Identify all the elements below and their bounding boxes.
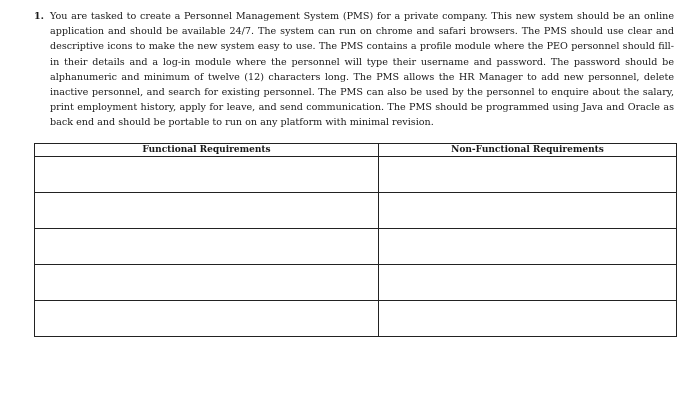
- question-text: You are tasked to create a Personnel Management System (PMS) for a private company. This new system should be an online application and should be available 24/7. The system can run on chrome and safari browsers. The PMS should use clear and descriptive icons to make the new system easy to use. The PMS contains a profile module where the PEO personnel should fill-in their details and a log-in module where the personnel will type their username and password. The password should be alphanumeric and minimum of twelve (12) characters long. The PMS allows the HR Manager to add new personnel, delete inactive personnel, and search for existing personnel. The PMS can also be used by the personnel to enquire about the salary, print employment history, apply for leave, and send communication. The PMS should be programmed using Java and Oracle as back end and should be portable to run on any platform with minimal revision.: [50, 11, 674, 129]
- requirements-table: [34, 143, 677, 337]
- table-row: [35, 229, 677, 265]
- functional-cell[interactable]: [35, 301, 379, 337]
- functional-cell[interactable]: [35, 229, 379, 265]
- non-functional-cell[interactable]: [379, 265, 677, 301]
- functional-requirements-header: Functional Requirements: [35, 144, 379, 157]
- non-functional-cell[interactable]: [379, 157, 677, 193]
- non-functional-cell[interactable]: [379, 301, 677, 337]
- table-header-row: [35, 144, 677, 157]
- functional-cell[interactable]: [35, 265, 379, 301]
- question-number: 1.: [34, 11, 45, 22]
- question-block: [34, 9, 674, 131]
- table-row: [35, 193, 677, 229]
- functional-cell[interactable]: [35, 193, 379, 229]
- table-row: [35, 301, 677, 337]
- non-functional-requirements-header: Non-Functional Requirements: [379, 144, 677, 157]
- table-row: [35, 157, 677, 193]
- non-functional-cell[interactable]: [379, 229, 677, 265]
- table-row: [35, 265, 677, 301]
- functional-cell[interactable]: [35, 157, 379, 193]
- non-functional-cell[interactable]: [379, 193, 677, 229]
